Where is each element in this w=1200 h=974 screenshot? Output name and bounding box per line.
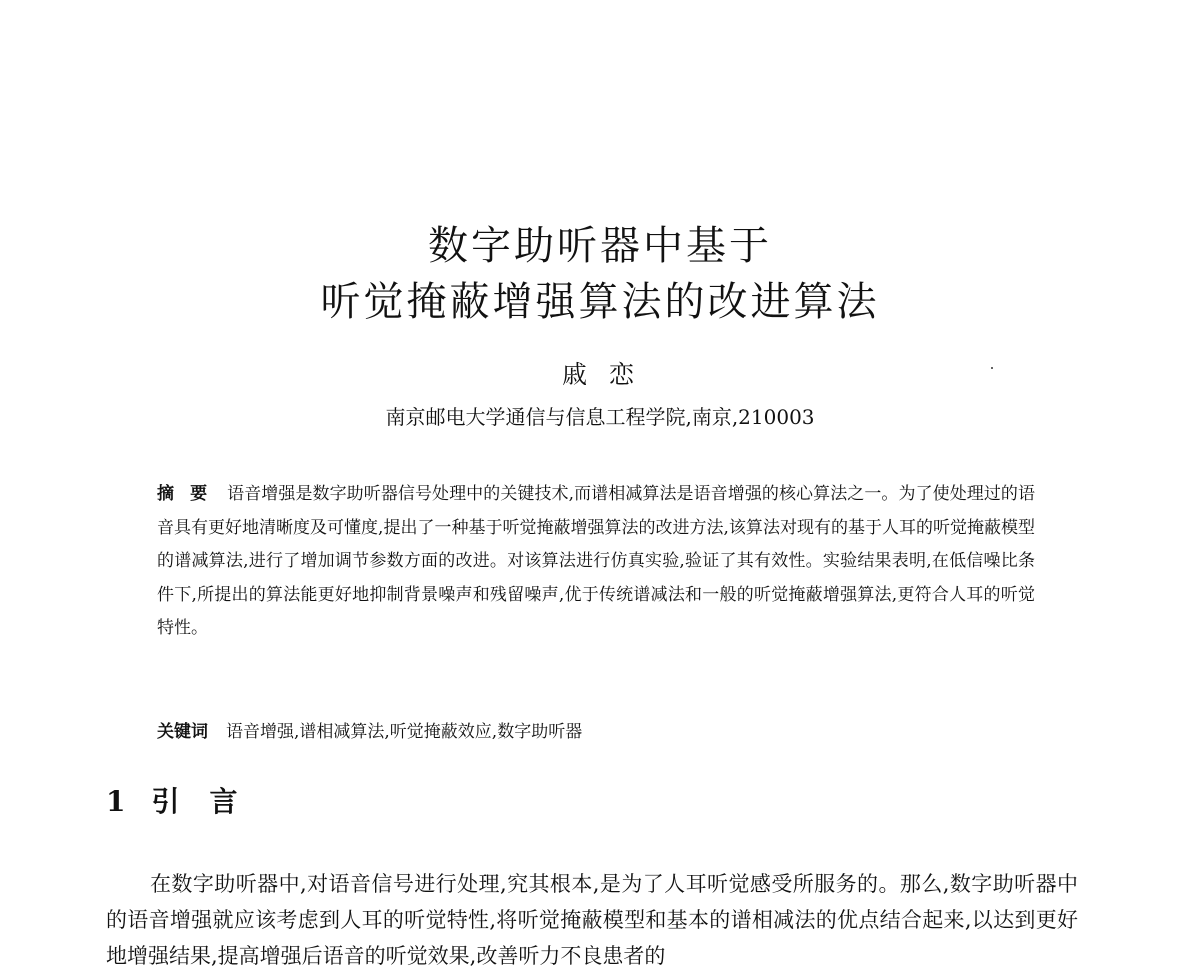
title-line-2: 听觉掩蔽增强算法的改进算法 [320,279,880,325]
author-name: 戚恋 [561,360,656,389]
title-line-1: 数字助听器中基于 [428,223,772,269]
abstract-block [157,478,1035,646]
section-number: 1 [106,785,126,818]
stray-dot [991,367,993,369]
section-title: 引言 [151,785,268,818]
keywords-label: 关键词 [157,722,208,742]
author-affiliation: 南京邮电大学通信与信息工程学院,南京,210003 [385,405,815,429]
keywords-block [157,718,1035,746]
keywords-text: 语音增强,谱相减算法,听觉掩蔽效应,数字助听器 [226,722,583,742]
section-heading [106,785,268,818]
body-paragraph: 在数字助听器中,对语音信号进行处理,究其根本,是为了人耳听觉感受所服务的。那么,数字助听器中的语音增强就应该考虑到人耳的听觉特性,将听觉掩蔽模型和基本的谱相减法的优点结合起来,以达到更好地增强结果,提高增强后语音的听觉效果,改善听力不良患者的 [106,872,1078,968]
abstract-text: 语音增强是数字助听器信号处理中的关键技术,而谱相减算法是语音增强的核心算法之一。为了使处理过的语音具有更好地清晰度及可懂度,提出了一种基于听觉掩蔽增强算法的改进方法,该算法对现有的基于人耳的听觉掩蔽模型的谱减算法,进行了增加调节参数方面的改进。对该算法进行仿真实验,验证了其有效性。实验结果表明,在低信噪比条件下,所提出的算法能更好地抑制背景噪声和残留噪声,优于传统谱减法和一般的听觉掩蔽增强算法,更符合人耳的听觉特性。 [157,484,1036,638]
abstract-label: 摘要 [157,484,224,504]
